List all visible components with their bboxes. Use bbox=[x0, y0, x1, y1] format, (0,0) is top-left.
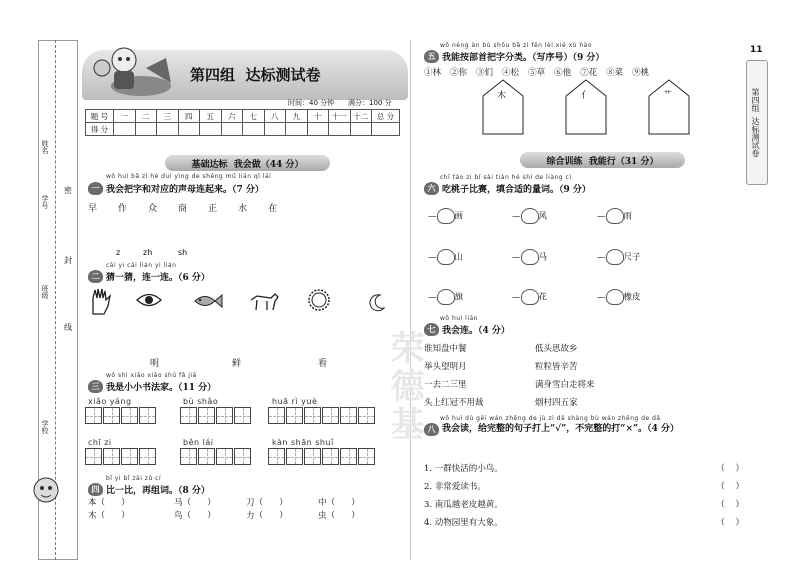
q1-char: 水 bbox=[238, 204, 248, 214]
strip-label-school: 学校 bbox=[41, 420, 49, 434]
peach-icon bbox=[606, 208, 624, 224]
q1-char: 作 bbox=[118, 204, 128, 214]
q7-left-item[interactable]: 谁知盘中餐 bbox=[424, 344, 467, 354]
q1-number-icon: 一 bbox=[88, 182, 103, 195]
score-input-cell[interactable] bbox=[329, 123, 351, 136]
q3-pinyin: wǒ shì xiǎo xiǎo shū fǎ jiā bbox=[106, 372, 197, 379]
q8-sentence: 3. 南瓜越老皮越黄。 bbox=[424, 500, 503, 510]
q5-char: ④松 bbox=[502, 68, 520, 78]
q5-pinyin: wǒ néng àn bù shǒu bǎ zì fēn lèi xiě xù hào bbox=[440, 42, 593, 49]
score-input-cell[interactable] bbox=[157, 123, 179, 136]
score-cell: 总 分 bbox=[372, 110, 400, 123]
q1-heading bbox=[88, 182, 264, 195]
score-input-cell[interactable] bbox=[350, 123, 372, 136]
q7-number-icon: 七 bbox=[424, 323, 439, 336]
q6-noun: 画 bbox=[454, 211, 464, 222]
q8-sentence: 2. 非常爱读书。 bbox=[424, 482, 486, 492]
q5-chars bbox=[424, 66, 649, 78]
q4-char: 虫 bbox=[318, 511, 327, 521]
q1-char: 众 bbox=[148, 204, 158, 214]
score-cell: 得 分 bbox=[86, 123, 114, 136]
q1-chars bbox=[88, 201, 277, 214]
page-number: 11 bbox=[750, 45, 763, 55]
basic-section-banner: 基础达标 我会做（44 分） bbox=[165, 155, 330, 171]
mascot-icon bbox=[26, 470, 66, 510]
score-input-cell[interactable] bbox=[243, 123, 265, 136]
score-cell: 八 bbox=[264, 110, 286, 123]
q7-left-column bbox=[424, 340, 484, 412]
q4-char: 力 bbox=[246, 511, 255, 521]
writing-grid[interactable] bbox=[85, 407, 157, 424]
q5-number-icon: 五 bbox=[424, 50, 439, 63]
strip-label-class: 班级 bbox=[41, 285, 49, 299]
q4-char: 马 bbox=[174, 498, 183, 508]
peach-icon bbox=[606, 289, 624, 305]
peach-icon bbox=[521, 289, 539, 305]
q6-item[interactable]: — 画 bbox=[428, 208, 463, 224]
q4-number-icon: 四 bbox=[88, 483, 103, 496]
q5-char: ③们 bbox=[476, 68, 494, 78]
q1-initial-zh: zh bbox=[143, 248, 153, 257]
q6-noun: 雨 bbox=[623, 211, 633, 222]
q7-text: 我会连。（4 分） bbox=[442, 326, 510, 336]
q4-char: 中 bbox=[318, 498, 327, 508]
q1-initial-z: z bbox=[116, 248, 121, 257]
q5-char: ⑨桃 bbox=[632, 68, 650, 78]
q8-answer-box[interactable]: （ ） bbox=[716, 482, 744, 492]
radical-label: 木 bbox=[497, 91, 507, 101]
q1-pinyin: wǒ huì bǎ zì hé duì yìng de shēng mǔ lián qǐ lái bbox=[106, 173, 272, 180]
strip-label-name: 姓名 bbox=[41, 140, 49, 154]
q1-text: 我会把字和对应的声母连起来。（7 分） bbox=[106, 185, 264, 195]
q2-text: 猜一猜，连一连。（6 分） bbox=[106, 273, 210, 283]
side-label: 第四组 达标测试卷 bbox=[751, 88, 760, 158]
strip-label-id: 学号 bbox=[41, 195, 49, 209]
peach-icon bbox=[606, 249, 624, 265]
goat-icon bbox=[247, 288, 281, 312]
hand-icon bbox=[88, 286, 114, 316]
score-cell: 五 bbox=[200, 110, 222, 123]
peach-icon bbox=[521, 249, 539, 265]
peach-icon bbox=[437, 249, 455, 265]
page-title: 第四组 达标测试卷 bbox=[190, 66, 321, 84]
moon-icon bbox=[369, 294, 385, 312]
score-input-cell[interactable] bbox=[221, 123, 243, 136]
q8-answer-box[interactable]: （ ） bbox=[716, 500, 744, 510]
q8-heading bbox=[424, 423, 744, 436]
q5-char: ①林 bbox=[424, 68, 442, 78]
q3-item-pinyin: běn lái bbox=[183, 438, 214, 447]
q2-pinyin: cāi yi cāi lián yi lián bbox=[106, 262, 177, 269]
q3-item-pinyin: kàn shān shuǐ bbox=[272, 438, 334, 447]
time-label: 时间：40 分钟 bbox=[288, 99, 335, 107]
q8-number-icon: 八 bbox=[424, 423, 439, 436]
q6-item[interactable]: — 马 bbox=[512, 249, 547, 265]
peach-icon bbox=[521, 208, 539, 224]
strip-mark-feng: 封 bbox=[64, 256, 72, 265]
q6-noun: 旗 bbox=[454, 292, 464, 303]
score-table-row-score bbox=[86, 123, 400, 136]
q6-item[interactable]: — 尺子 bbox=[597, 249, 641, 265]
q5-text: 我能按部首把字分类。（写序号）（9 分） bbox=[442, 53, 605, 63]
score-cell: 六 bbox=[221, 110, 243, 123]
score-input-cell[interactable] bbox=[307, 123, 329, 136]
q6-item[interactable]: — 旗 bbox=[428, 289, 463, 305]
q2-heading bbox=[88, 270, 210, 283]
q8-sentence: 1. 一群快活的小鸟。 bbox=[424, 464, 503, 474]
peach-icon bbox=[437, 208, 455, 224]
q6-noun: 花 bbox=[538, 292, 548, 303]
q6-item[interactable]: — 雨 bbox=[597, 208, 632, 224]
q8-answer-box[interactable]: （ ） bbox=[716, 464, 744, 474]
kids-illustration-icon bbox=[86, 38, 176, 102]
q7-right-item[interactable]: 烟村四五家 bbox=[535, 398, 578, 408]
q6-heading bbox=[424, 182, 591, 195]
q3-text: 我是小小书法家。（11 分） bbox=[106, 383, 217, 393]
q7-left-item[interactable]: 一去二三里 bbox=[424, 380, 467, 390]
writing-grid[interactable] bbox=[85, 448, 157, 465]
q3-item-pinyin: xiǎo yáng bbox=[88, 397, 132, 406]
q3-number-icon: 三 bbox=[88, 380, 103, 393]
score-input-cell[interactable] bbox=[114, 123, 136, 136]
writing-grid[interactable] bbox=[180, 448, 252, 465]
writing-grid[interactable] bbox=[268, 407, 376, 424]
score-input-cell[interactable] bbox=[286, 123, 308, 136]
score-input-cell[interactable] bbox=[135, 123, 157, 136]
q6-item[interactable]: — 风 bbox=[512, 208, 547, 224]
sun-icon bbox=[304, 285, 334, 315]
q7-left-item[interactable]: 举头望明月 bbox=[424, 362, 467, 372]
score-cell: 三 bbox=[157, 110, 179, 123]
radical-label: 亻 bbox=[581, 91, 591, 101]
score-cell: 十二 bbox=[350, 110, 372, 123]
q6-noun: 风 bbox=[538, 211, 548, 222]
score-cell: 一 bbox=[114, 110, 136, 123]
radical-house-cao[interactable] bbox=[646, 78, 692, 136]
score-input-cell[interactable] bbox=[372, 123, 400, 136]
q6-number-icon: 六 bbox=[424, 182, 439, 195]
q6-noun: 马 bbox=[538, 252, 548, 263]
q7-right-item[interactable]: 满身雪白走将来 bbox=[535, 380, 595, 390]
q6-text: 吃桃子比赛，填合适的量词。（9 分） bbox=[442, 185, 591, 195]
q1-char: 早 bbox=[88, 204, 98, 214]
writing-grid[interactable] bbox=[268, 448, 376, 465]
q7-right-item[interactable]: 粒粒皆辛苦 bbox=[535, 362, 578, 372]
q8-pinyin: wǒ huì dú gěi wán zhěng de jù zi dǎ shàng bù wán zhěng de dǎ bbox=[440, 415, 661, 422]
eye-icon bbox=[136, 292, 162, 308]
q6-item[interactable]: — 山 bbox=[428, 249, 463, 265]
score-input-cell[interactable] bbox=[200, 123, 222, 136]
q4-char: 木 bbox=[88, 511, 97, 521]
score-cell: 题 号 bbox=[86, 110, 114, 123]
q5-char: ⑦花 bbox=[580, 68, 598, 78]
q5-heading bbox=[424, 50, 604, 63]
page-divider bbox=[410, 40, 411, 560]
q2-number-icon: 二 bbox=[88, 270, 103, 283]
fish-icon bbox=[193, 292, 223, 310]
score-label: 满分：100 分 bbox=[348, 99, 392, 107]
q4-char: 鸟 bbox=[174, 511, 183, 521]
q4-heading bbox=[88, 483, 210, 496]
q8-answer-box[interactable]: （ ） bbox=[716, 518, 744, 528]
q7-heading bbox=[424, 323, 510, 336]
q6-item[interactable]: — 橡皮 bbox=[597, 289, 641, 305]
q7-pinyin: wǒ huì lián bbox=[440, 315, 478, 322]
score-cell: 七 bbox=[243, 110, 265, 123]
q4-pinyin: bǐ yi bǐ zài zǔ cí bbox=[106, 475, 162, 482]
strip-mark-xian: 线 bbox=[64, 323, 72, 332]
score-input-cell[interactable] bbox=[264, 123, 286, 136]
writing-grid[interactable] bbox=[180, 407, 252, 424]
q6-noun: 尺子 bbox=[623, 252, 641, 263]
q5-char: ⑤草 bbox=[528, 68, 546, 78]
q6-noun: 橡皮 bbox=[623, 292, 641, 303]
q4-char: 本 bbox=[88, 498, 97, 508]
score-cell: 十一 bbox=[329, 110, 351, 123]
watermark: 荣德基 bbox=[384, 330, 424, 444]
combined-section-banner: 综合训练 我能行（31 分） bbox=[520, 152, 685, 168]
q4-pairs: 本（ ） 木（ ） 马（ ） 鸟（ ） 刀（ ） 力（ ） 中（ ） 虫（ ） bbox=[88, 498, 360, 521]
q7-right-item[interactable]: 低头思故乡 bbox=[535, 344, 578, 354]
radical-house-mu[interactable] bbox=[480, 78, 526, 136]
q7-right-column bbox=[535, 340, 595, 412]
q4-char: 刀 bbox=[246, 498, 255, 508]
score-table bbox=[85, 109, 400, 136]
score-cell: 四 bbox=[178, 110, 200, 123]
q5-char: ②你 bbox=[450, 68, 468, 78]
q3-item-pinyin: bù shǎo bbox=[183, 397, 219, 406]
score-cell: 十 bbox=[307, 110, 329, 123]
q1-char: 正 bbox=[208, 204, 218, 214]
q2-word-kan: 看 bbox=[318, 359, 328, 369]
q3-item-pinyin: huā rì yuè bbox=[272, 397, 318, 406]
q5-char: ⑧菜 bbox=[606, 68, 624, 78]
q3-item-pinyin: chī zi bbox=[88, 438, 112, 447]
q1-initial-sh: sh bbox=[178, 248, 188, 257]
q5-char: ⑥他 bbox=[554, 68, 572, 78]
score-table-row-header bbox=[86, 110, 400, 123]
q6-noun: 山 bbox=[454, 252, 464, 263]
q2-word-ming: 明 bbox=[150, 359, 160, 369]
score-cell: 九 bbox=[286, 110, 308, 123]
q1-char: 商 bbox=[178, 204, 188, 214]
q8-text: 我会读，给完整的句子打上“√”，不完整的打“×”。（4 分） bbox=[442, 424, 680, 434]
strip-mark-mi: 密 bbox=[64, 186, 72, 195]
score-cell: 二 bbox=[135, 110, 157, 123]
q8-sentence: 4. 动物园里有大象。 bbox=[424, 518, 503, 528]
radical-house-ren[interactable] bbox=[563, 78, 609, 136]
q8-items bbox=[424, 460, 744, 532]
q6-item[interactable]: — 花 bbox=[512, 289, 547, 305]
q4-text: 比一比，再组词。（8 分） bbox=[106, 486, 210, 496]
peach-icon bbox=[437, 289, 455, 305]
q2-word-xian: 鲜 bbox=[232, 359, 242, 369]
q7-left-item[interactable]: 头上红冠不用裁 bbox=[424, 398, 484, 408]
q1-char: 在 bbox=[268, 204, 278, 214]
q6-pinyin: chī táo zi bǐ sài tián hé shì de liàng cí bbox=[440, 174, 572, 181]
q3-heading bbox=[88, 380, 216, 393]
score-input-cell[interactable] bbox=[178, 123, 200, 136]
radical-label: 艹 bbox=[663, 91, 673, 101]
